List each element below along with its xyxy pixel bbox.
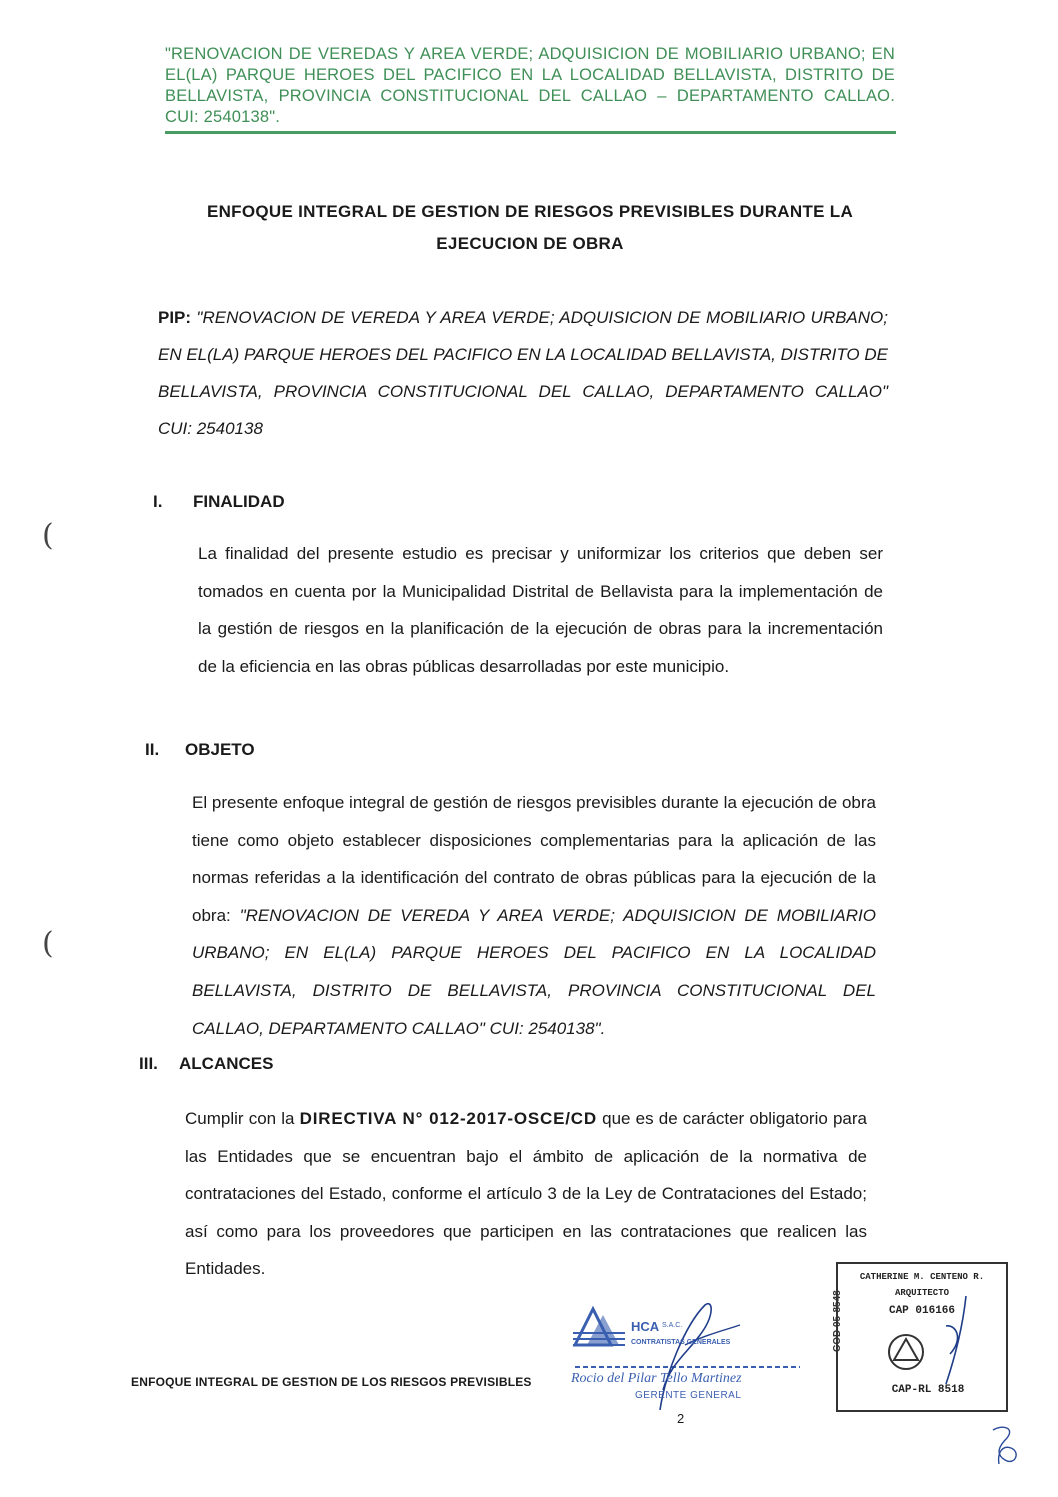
section-number: III. xyxy=(139,1054,158,1073)
section-number: I. xyxy=(153,492,163,511)
company-suffix: S.A.C. xyxy=(662,1322,683,1329)
architect-cap: CAP 016166 xyxy=(888,1305,955,1317)
architect-cap-rl: CAP-RL 8518 xyxy=(891,1384,965,1396)
pip-text: "RENOVACION DE VEREDA Y AREA VERDE; ADQUISICION DE MOBILIARIO URBANO; EN EL(LA) PARQUE HEROES DEL PACIFICO EN LA LOCALIDAD BELLAVISTA, DISTRITO DE BELLAVISTA, PROVINCIA CONSTITUCIONAL DEL CALLAO, DEPARTAMENTO CALLAO" CUI: 2540138 xyxy=(158,308,888,438)
section-heading-finalidad xyxy=(153,492,285,512)
directive-reference: DIRECTIVA N° 012-2017-OSCE/CD xyxy=(299,1109,597,1128)
signer-position: GERENTE GENERAL xyxy=(635,1390,742,1401)
alcances-text-post: que es de carácter obligatorio para las Entidades que se encuentran bajo el ámbito de aplicación de la normativa de contrataciones del Estado, conforme el artículo 3 de la Ley de Contrataciones del Estado; así como para los proveedores que participen en las contrataciones que realicen las Entidades. xyxy=(185,1109,867,1279)
section-heading-objeto xyxy=(145,740,255,760)
architect-stamp xyxy=(836,1262,1008,1412)
signer-name: Rocio del Pilar Tello Martinez xyxy=(571,1371,742,1386)
company-name: HCA xyxy=(631,1319,660,1334)
section-heading-alcances xyxy=(139,1054,273,1074)
section-title: FINALIDAD xyxy=(193,492,285,511)
section-number: II. xyxy=(145,740,160,759)
alcances-paragraph xyxy=(185,1100,867,1288)
folio-handwritten-mark xyxy=(985,1420,1030,1470)
document-title-line-2: EJECUCION DE OBRA xyxy=(436,234,624,253)
section-title: ALCANCES xyxy=(179,1054,274,1073)
objeto-paragraph xyxy=(192,784,876,1047)
finalidad-paragraph: La finalidad del presente estudio es precisar y uniformizar los criterios que deben ser tomados en cuenta por la Municipalidad Distrital de Bellavista para la implementación de la gestión de riesgos en la planificación de la ejecución de obras para la incrementación de la eficiencia en las obras públicas desarrolladas por este municipio. xyxy=(198,544,883,676)
architect-role: ARQUITECTO xyxy=(894,1288,949,1298)
punch-hole-mark: ( xyxy=(42,518,54,553)
architect-code: COD 05-8548 xyxy=(832,1290,843,1352)
header-divider xyxy=(165,131,896,134)
page-footer: ENFOQUE INTEGRAL DE GESTION DE LOS RIESGOS PREVISIBLES xyxy=(131,1375,532,1389)
page-number: 2 xyxy=(677,1411,685,1426)
pip-label: PIP: xyxy=(158,308,192,327)
section-title: OBJETO xyxy=(185,740,255,759)
punch-hole-mark: ( xyxy=(42,926,54,961)
architect-name: CATHERINE M. CENTENO R. xyxy=(859,1272,985,1282)
document-header: "RENOVACION DE VEREDAS Y AREA VERDE; ADQUISICION DE MOBILIARIO URBANO; EN EL(LA) PARQUE HEROES DEL PACIFICO EN LA LOCALIDAD BELLAVISTA, DISTRITO DE BELLAVISTA, PROVINCIA CONSTITUCIONAL DEL CALLAO – DEPARTAMENTO CALLAO. CUI: 2540138". xyxy=(165,45,895,126)
alcances-text-pre: Cumplir con la xyxy=(185,1109,300,1128)
company-tagline: CONTRATISTAS GENERALES xyxy=(631,1339,731,1346)
company-stamp xyxy=(565,1295,820,1410)
document-title-line-1: ENFOQUE INTEGRAL DE GESTION DE RIESGOS PREVISIBLES DURANTE LA xyxy=(206,202,854,221)
objeto-project-name: "RENOVACION DE VEREDA Y AREA VERDE; ADQUISICION DE MOBILIARIO URBANO; EN EL(LA) PARQUE HEROES DEL PACIFICO EN LA LOCALIDAD BELLAVISTA, DISTRITO DE BELLAVISTA, PROVINCIA CONSTITUCIONAL DEL CALLAO, DEPARTAMENTO CALLAO" CUI: 2540138". xyxy=(192,905,876,1038)
objeto-text: El presente enfoque integral de gestión de riesgos previsibles durante la ejecución de obra tiene como objeto establecer disposiciones complementarias para la aplicación de las normas referidas a la identificación del contrato de obras públicas para la ejecución de la obra: xyxy=(192,793,876,925)
pip-block xyxy=(158,299,888,447)
